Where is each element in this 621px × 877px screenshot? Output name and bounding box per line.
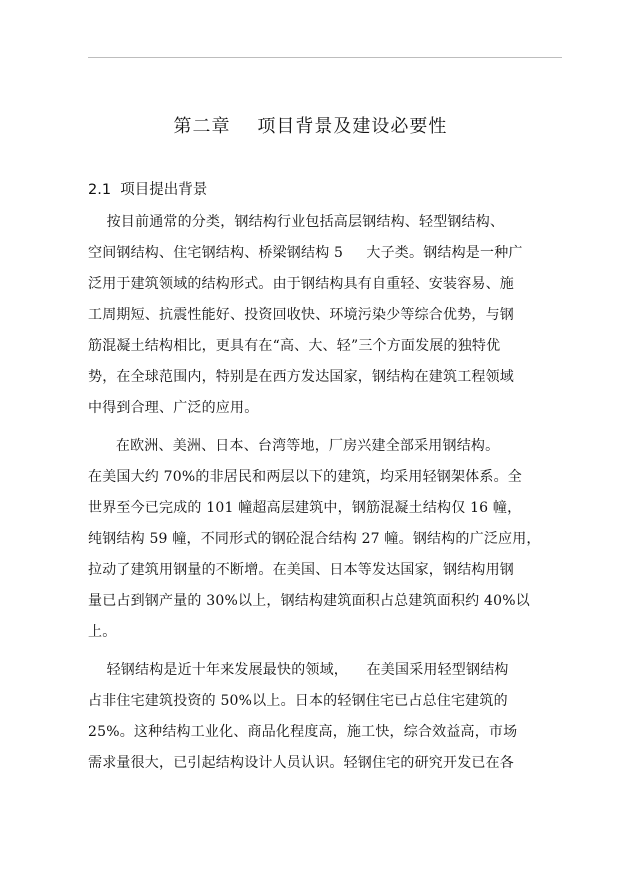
- section-heading: 2.1 项目提出背景: [88, 182, 208, 198]
- paragraph-line: 在欧洲、美洲、日本、台湾等地，厂房兴建全部采用钢结构。: [88, 438, 500, 454]
- chapter-title: 第二章 项目背景及建设必要性: [173, 116, 448, 137]
- paragraph-line: 中得到合理、广泛的应用。: [88, 400, 259, 416]
- paragraph-line: 25%。这种结构工业化、商品化程度高，施工快，综合效益高，市场: [88, 724, 518, 740]
- paragraph-line: 空间钢结构、住宅钢结构、桥梁钢结构 5 大子类。钢结构是一种广: [88, 245, 523, 261]
- paragraph-line: 轻钢结构是近十年来发展最快的领域， 在美国采用轻型钢结构: [88, 662, 509, 678]
- paragraph-line: 占非住宅建筑投资的 50%以上。日本的轻钢住宅已占总住宅建筑的: [88, 693, 508, 709]
- paragraph-line: 世界至今已完成的 101 幢超高层建筑中，钢筋混凝土结构仅 16 幢，: [88, 500, 522, 516]
- header-rule: [88, 57, 562, 58]
- paragraph-line: 量已占到钢产量的 30%以上，钢结构建筑面积占总建筑面积约 40%以: [88, 593, 530, 609]
- paragraph-line: 纯钢结构 59 幢，不同形式的钢砼混合结构 27 幢。钢结构的广泛应用，: [88, 531, 541, 547]
- paragraph-line: 势，在全球范围内，特别是在西方发达国家，钢结构在建筑工程领域: [88, 369, 514, 385]
- paragraph-line: 需求量很大，已引起结构设计人员认识。轻钢住宅的研究开发已在各: [88, 755, 514, 771]
- paragraph-line: 筋混凝土结构相比，更具有在“高、大、轻”三个方面发展的独特优: [88, 338, 501, 354]
- paragraph-line: 在美国大约 70%的非居民和两层以下的建筑，均采用轻钢架体系。全: [88, 469, 522, 485]
- paragraph-line: 拉动了建筑用钢量的不断增。在美国、日本等发达国家，钢结构用钢: [88, 562, 514, 578]
- paragraph-line: 工周期短、抗震性能好、投资回收快、环境污染少等综合优势，与钢: [88, 307, 514, 323]
- paragraph-line: 泛用于建筑领域的结构形式。由于钢结构具有自重轻、安装容易、施: [88, 276, 514, 292]
- paragraph-line: 上。: [88, 624, 117, 640]
- paragraph-line: 按目前通常的分类，钢结构行业包括高层钢结构、轻型钢结构、: [88, 214, 505, 230]
